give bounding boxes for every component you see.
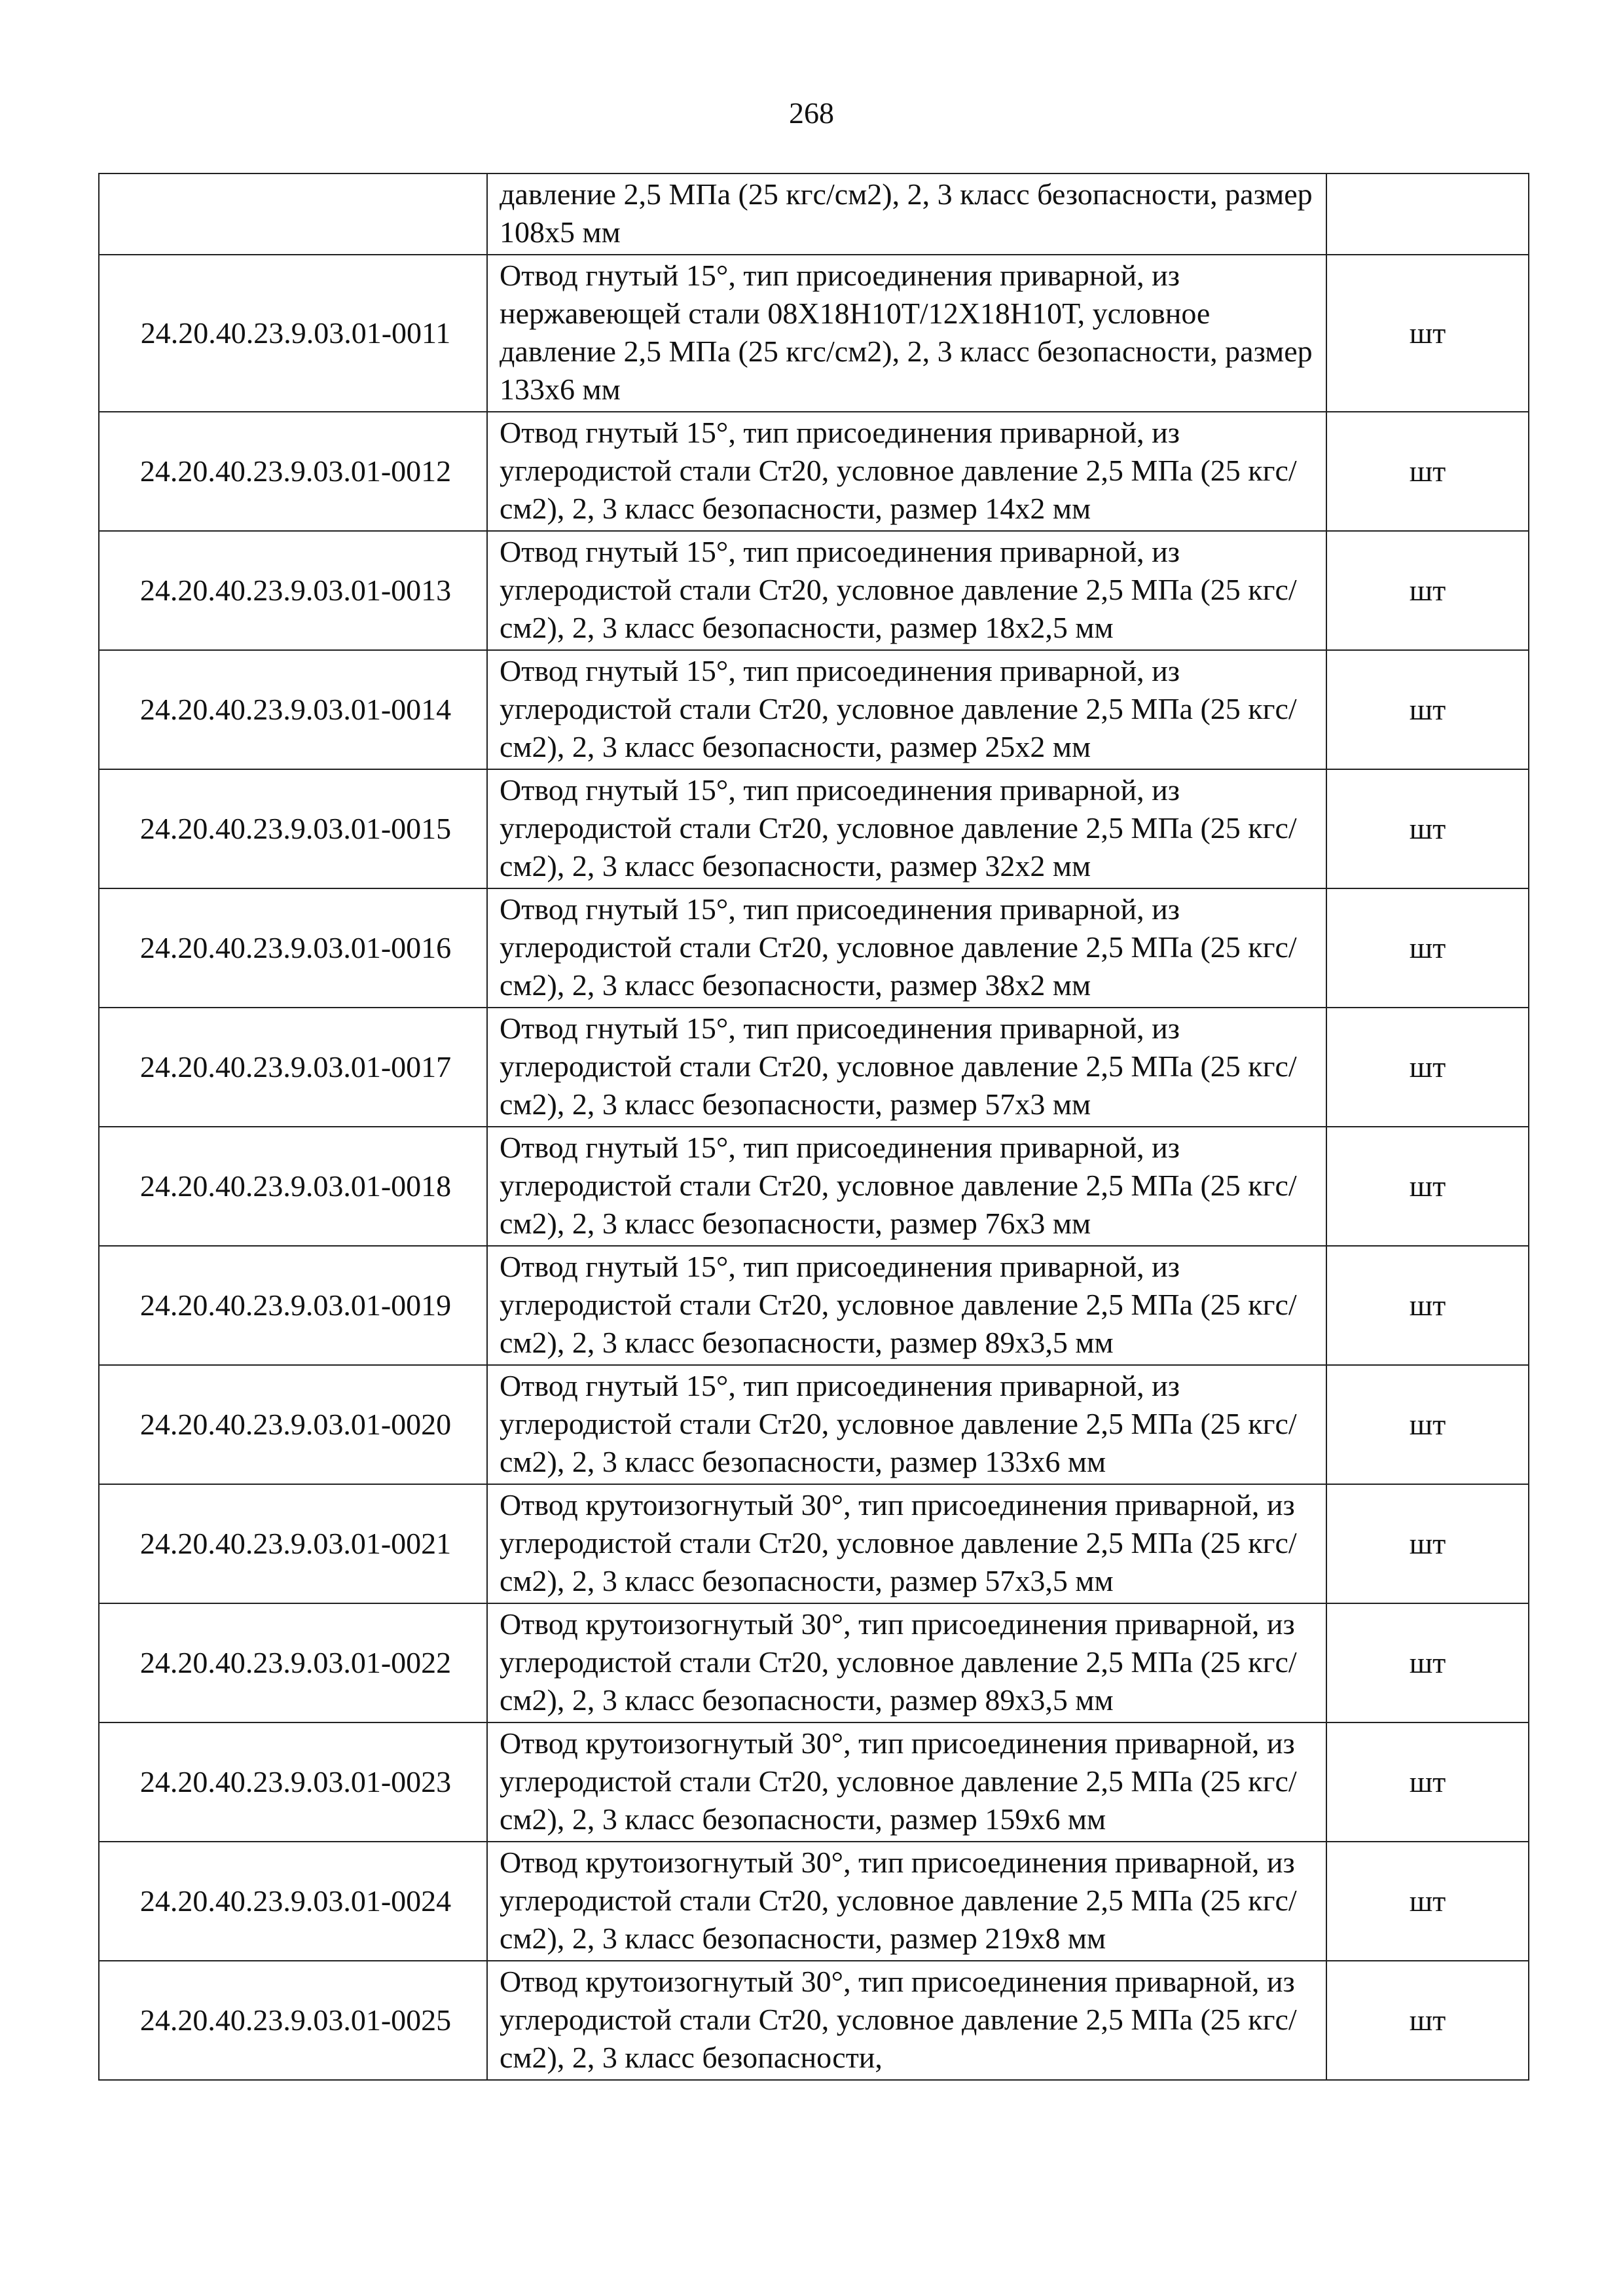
code-cell: 24.20.40.23.9.03.01-0025 [99,1961,487,2080]
unit-cell [1326,173,1529,255]
table-row [99,412,1529,531]
description-cell: Отвод гнутый 15°, тип присоединения приварной, из углеродистой стали Ст20, условное давление 2,5 МПа (25 кгс/см2), 2, 3 класс безопасности, размер 76x3 мм [487,1127,1326,1246]
code-cell: 24.20.40.23.9.03.01-0016 [99,888,487,1008]
unit-cell: шт [1326,531,1529,650]
table-row [99,1008,1529,1127]
description-cell: Отвод гнутый 15°, тип присоединения приварной, из углеродистой стали Ст20, условное давление 2,5 МПа (25 кгс/см2), 2, 3 класс безопасности, размер 57x3 мм [487,1008,1326,1127]
description-cell: Отвод крутоизогнутый 30°, тип присоединения приварной, из углеродистой стали Ст20, условное давление 2,5 МПа (25 кгс/см2), 2, 3 класс безопасности, размер 159x6 мм [487,1722,1326,1842]
unit-cell: шт [1326,255,1529,412]
description-cell: Отвод гнутый 15°, тип присоединения приварной, из углеродистой стали Ст20, условное давление 2,5 МПа (25 кгс/см2), 2, 3 класс безопасности, размер 38x2 мм [487,888,1326,1008]
unit-cell: шт [1326,1603,1529,1722]
code-cell: 24.20.40.23.9.03.01-0011 [99,255,487,412]
description-cell: Отвод крутоизогнутый 30°, тип присоединения приварной, из углеродистой стали Ст20, условное давление 2,5 МПа (25 кгс/см2), 2, 3 класс безопасности, [487,1961,1326,2080]
resource-table [98,173,1529,2081]
table-row [99,1127,1529,1246]
table-row [99,1484,1529,1603]
description-cell: Отвод гнутый 15°, тип присоединения приварной, из углеродистой стали Ст20, условное давление 2,5 МПа (25 кгс/см2), 2, 3 класс безопасности, размер 133x6 мм [487,1365,1326,1484]
description-cell: Отвод крутоизогнутый 30°, тип присоединения приварной, из углеродистой стали Ст20, условное давление 2,5 МПа (25 кгс/см2), 2, 3 класс безопасности, размер 89x3,5 мм [487,1603,1326,1722]
table-row [99,1246,1529,1365]
code-cell: 24.20.40.23.9.03.01-0021 [99,1484,487,1603]
description-cell: Отвод крутоизогнутый 30°, тип присоединения приварной, из углеродистой стали Ст20, условное давление 2,5 МПа (25 кгс/см2), 2, 3 класс безопасности, размер 219x8 мм [487,1842,1326,1961]
unit-cell: шт [1326,1127,1529,1246]
table-row [99,1842,1529,1961]
table-row [99,1961,1529,2080]
table-row [99,650,1529,769]
description-cell: Отвод гнутый 15°, тип присоединения приварной, из углеродистой стали Ст20, условное давление 2,5 МПа (25 кгс/см2), 2, 3 класс безопасности, размер 14x2 мм [487,412,1326,531]
code-cell: 24.20.40.23.9.03.01-0012 [99,412,487,531]
unit-cell: шт [1326,1722,1529,1842]
unit-cell: шт [1326,1961,1529,2080]
unit-cell: шт [1326,769,1529,888]
code-cell: 24.20.40.23.9.03.01-0023 [99,1722,487,1842]
table-row [99,1603,1529,1722]
table-row [99,173,1529,255]
code-cell: 24.20.40.23.9.03.01-0024 [99,1842,487,1961]
description-cell: Отвод гнутый 15°, тип присоединения приварной, из углеродистой стали Ст20, условное давление 2,5 МПа (25 кгс/см2), 2, 3 класс безопасности, размер 25x2 мм [487,650,1326,769]
code-cell [99,173,487,255]
unit-cell: шт [1326,888,1529,1008]
description-cell: Отвод гнутый 15°, тип присоединения приварной, из углеродистой стали Ст20, условное давление 2,5 МПа (25 кгс/см2), 2, 3 класс безопасности, размер 18x2,5 мм [487,531,1326,650]
code-cell: 24.20.40.23.9.03.01-0014 [99,650,487,769]
unit-cell: шт [1326,1246,1529,1365]
table-row [99,1365,1529,1484]
description-cell: Отвод гнутый 15°, тип присоединения приварной, из углеродистой стали Ст20, условное давление 2,5 МПа (25 кгс/см2), 2, 3 класс безопасности, размер 89x3,5 мм [487,1246,1326,1365]
description-cell: Отвод гнутый 15°, тип присоединения приварной, из углеродистой стали Ст20, условное давление 2,5 МПа (25 кгс/см2), 2, 3 класс безопасности, размер 32x2 мм [487,769,1326,888]
description-cell: Отвод гнутый 15°, тип присоединения приварной, из нержавеющей стали 08Х18Н10Т/12Х18Н10Т, условное давление 2,5 МПа (25 кгс/см2), 2, 3 класс безопасности, размер 133x6 мм [487,255,1326,412]
code-cell: 24.20.40.23.9.03.01-0013 [99,531,487,650]
code-cell: 24.20.40.23.9.03.01-0019 [99,1246,487,1365]
unit-cell: шт [1326,1008,1529,1127]
unit-cell: шт [1326,1484,1529,1603]
unit-cell: шт [1326,1365,1529,1484]
code-cell: 24.20.40.23.9.03.01-0015 [99,769,487,888]
code-cell: 24.20.40.23.9.03.01-0022 [99,1603,487,1722]
table-row [99,888,1529,1008]
code-cell: 24.20.40.23.9.03.01-0017 [99,1008,487,1127]
code-cell: 24.20.40.23.9.03.01-0018 [99,1127,487,1246]
table-row [99,255,1529,412]
unit-cell: шт [1326,650,1529,769]
page-number: 268 [789,96,834,130]
table-row [99,1722,1529,1842]
description-cell: Отвод крутоизогнутый 30°, тип присоединения приварной, из углеродистой стали Ст20, условное давление 2,5 МПа (25 кгс/см2), 2, 3 класс безопасности, размер 57x3,5 мм [487,1484,1326,1603]
table-row [99,769,1529,888]
description-cell: давление 2,5 МПа (25 кгс/см2), 2, 3 класс безопасности, размер 108x5 мм [487,173,1326,255]
unit-cell: шт [1326,412,1529,531]
table-row [99,531,1529,650]
unit-cell: шт [1326,1842,1529,1961]
code-cell: 24.20.40.23.9.03.01-0020 [99,1365,487,1484]
